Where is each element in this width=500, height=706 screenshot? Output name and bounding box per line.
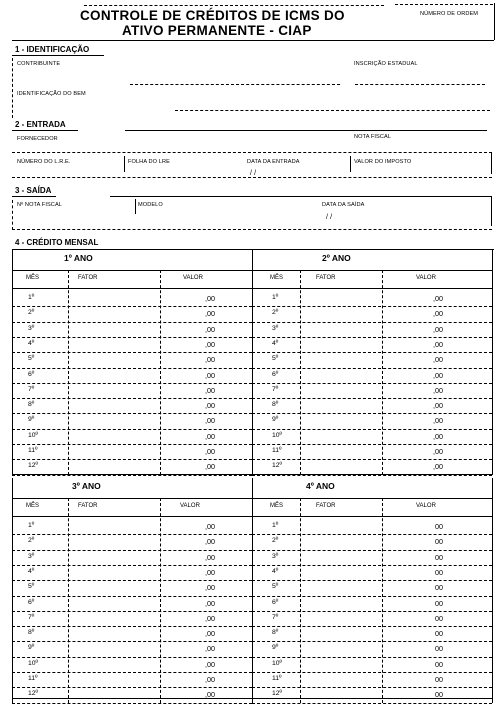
year2-row-line-6 xyxy=(252,383,492,384)
entrada-bottom-line xyxy=(12,177,492,178)
year2-month-5: 5º xyxy=(272,355,279,363)
year3-col-mes: MÊS xyxy=(26,503,40,509)
year4-month-11: 11º xyxy=(272,675,282,682)
year2-value-10[interactable]: ,00 xyxy=(433,431,443,441)
year4-row-line-5 xyxy=(252,596,492,597)
year4-value-9[interactable]: 00 xyxy=(435,644,443,654)
year3-row-line-6 xyxy=(12,611,252,612)
year2-row-line-9 xyxy=(252,429,492,430)
year1-col-valor: VALOR xyxy=(183,275,203,281)
data-entrada-label: DATA DA ENTRADA xyxy=(247,159,300,165)
year1-value-9[interactable]: ,00 xyxy=(205,416,215,426)
year1-value-6[interactable]: ,00 xyxy=(205,370,215,380)
year4-right-edge xyxy=(492,478,493,703)
section-2-underline-left xyxy=(12,130,78,131)
order-box-right xyxy=(494,3,495,40)
year4-month-1: 1º xyxy=(272,522,279,529)
saida-bottom-line xyxy=(12,229,492,230)
year4-value-8[interactable]: 00 xyxy=(435,629,443,639)
year3-row-line-2 xyxy=(12,550,252,551)
year4-left-edge xyxy=(252,478,253,703)
year2-month-9: 9º xyxy=(272,416,279,424)
year4-month-3: 3º xyxy=(272,552,279,560)
year2-month-7: 7º xyxy=(272,385,279,393)
year1-row-line-9 xyxy=(12,429,252,430)
year3-value-3[interactable]: ,00 xyxy=(205,552,215,562)
year1-value-12[interactable]: ,00 xyxy=(205,462,215,472)
year3-row-line-5 xyxy=(12,596,252,597)
year4-header-bottom xyxy=(252,516,492,517)
year2-value-1[interactable]: ,00 xyxy=(433,294,443,303)
year1-month-2: 2º xyxy=(28,309,35,317)
year3-value-12[interactable]: ,00 xyxy=(205,690,215,700)
year2-row-line-11 xyxy=(252,459,492,460)
year2-value-12[interactable]: ,00 xyxy=(433,462,443,472)
inscricao-estadual-label: INSCRIÇÃO ESTADUAL xyxy=(354,61,418,67)
year1-value-8[interactable]: ,00 xyxy=(205,401,215,411)
header-top-rule xyxy=(84,5,384,6)
year3-header-bottom xyxy=(12,516,252,517)
year4-row-line-7 xyxy=(252,626,492,627)
year4-header-top xyxy=(252,498,492,499)
year3-value-8[interactable]: ,00 xyxy=(205,629,215,639)
year3-row-line-1 xyxy=(12,534,252,535)
year2-value-11[interactable]: ,00 xyxy=(433,447,443,456)
year3-month-8: 8º xyxy=(28,629,35,637)
year4-value-10[interactable]: 00 xyxy=(435,659,443,669)
numero-lre-label: NÚMERO DO L.R.E. xyxy=(17,159,71,165)
year1-row-line-3 xyxy=(12,337,252,338)
order-top-rule xyxy=(395,4,493,5)
year2-month-10: 10º xyxy=(272,431,283,439)
year4-month-12: 12º xyxy=(272,690,283,698)
data-saida-value[interactable]: / / xyxy=(326,214,333,221)
year3-value-11[interactable]: ,00 xyxy=(205,675,215,684)
year1-title: 1º ANO xyxy=(64,253,93,263)
year3-month-5: 5º xyxy=(28,583,35,591)
section-1-underline xyxy=(12,55,104,56)
header-bottom-rule xyxy=(12,40,494,41)
saida-nota-fiscal-label: Nº NOTA FISCAL xyxy=(17,202,62,208)
year1-value-2[interactable]: ,00 xyxy=(205,309,215,319)
data-saida-label: DATA DA SAÍDA xyxy=(322,202,365,208)
year2-row-line-1 xyxy=(252,306,492,307)
year3-col-fator: FATOR xyxy=(78,503,98,509)
year4-value-6[interactable]: 00 xyxy=(435,598,443,608)
credito-middle-rule xyxy=(12,474,492,475)
year2-row-line-5 xyxy=(252,368,492,369)
form-title-line1: CONTROLE DE CRÉDITOS DE ICMS DO xyxy=(80,8,345,23)
year1-month-3: 3º xyxy=(28,324,35,332)
year3-value-2[interactable]: ,00 xyxy=(205,537,215,547)
year1-month-4: 4º xyxy=(28,339,35,347)
year2-month-2: 2º xyxy=(272,309,279,317)
year1-value-10[interactable]: ,00 xyxy=(205,431,215,441)
year2-col-fator: FATOR xyxy=(316,275,336,281)
year3-left-edge xyxy=(12,478,13,703)
year4-month-4: 4º xyxy=(272,567,279,575)
identificacao-bem-field-line[interactable] xyxy=(175,110,490,111)
year2-left-edge xyxy=(252,250,253,475)
year1-header-top xyxy=(12,270,252,271)
year1-month-5: 5º xyxy=(28,355,35,363)
year3-title: 3º ANO xyxy=(72,481,101,491)
contribuinte-label: CONTRIBUINTE xyxy=(17,61,61,67)
year1-month-1: 1º xyxy=(28,294,35,301)
year4-row-line-10 xyxy=(252,672,492,673)
year4-month-5: 5º xyxy=(272,583,279,591)
year4-row-line-3 xyxy=(252,565,492,566)
year1-left-edge xyxy=(12,250,13,475)
section-identificacao-title: 1 - IDENTIFICAÇÃO xyxy=(15,45,90,54)
folha-lre-label: FOLHA DO LRE xyxy=(128,159,170,165)
year2-row-line-4 xyxy=(252,352,492,353)
year3-row-line-7 xyxy=(12,626,252,627)
year4-title: 4º ANO xyxy=(306,481,335,491)
year1-month-8: 8º xyxy=(28,401,35,409)
year2-month-4: 4º xyxy=(272,339,279,347)
year4-month-7: 7º xyxy=(272,613,279,621)
year1-value-11[interactable]: ,00 xyxy=(205,447,215,456)
divider-lre-1 xyxy=(124,156,125,172)
year1-row-line-6 xyxy=(12,383,252,384)
year4-row-line-1 xyxy=(252,534,492,535)
year3-month-2: 2º xyxy=(28,537,35,545)
year4-col-valor: VALOR xyxy=(416,503,436,509)
year2-month-3: 3º xyxy=(272,324,279,332)
year1-month-10: 10º xyxy=(28,431,39,439)
identificacao-bem-label: IDENTIFICAÇÃO DO BEM xyxy=(17,91,86,97)
year2-header-top xyxy=(252,270,492,271)
year4-value-1[interactable]: 00 xyxy=(435,522,443,531)
year4-row-line-8 xyxy=(252,641,492,642)
year4-col-mes: MÊS xyxy=(270,503,284,509)
year1-row-line-11 xyxy=(12,459,252,460)
year2-value-4[interactable]: ,00 xyxy=(433,339,443,349)
year3-value-6[interactable]: ,00 xyxy=(205,598,215,608)
year4-value-11[interactable]: 00 xyxy=(435,675,443,684)
year1-value-1[interactable]: ,00 xyxy=(205,294,215,303)
year3-row-line-4 xyxy=(12,580,252,581)
year4-month-9: 9º xyxy=(272,644,279,652)
year2-value-9[interactable]: ,00 xyxy=(433,416,443,426)
year4-row-line-11 xyxy=(252,687,492,688)
year4-value-2[interactable]: 00 xyxy=(435,537,443,547)
year2-value-8[interactable]: ,00 xyxy=(433,401,443,411)
year3-month-11: 11º xyxy=(28,675,38,682)
divider-lre-3 xyxy=(350,156,351,172)
year3-month-6: 6º xyxy=(28,598,35,606)
year1-month-9: 9º xyxy=(28,416,35,424)
year2-col-valor: VALOR xyxy=(416,275,436,281)
data-entrada-value[interactable]: / / xyxy=(250,170,257,177)
order-number-label: NÚMERO DE ORDEM xyxy=(420,11,479,17)
year4-value-12[interactable]: 00 xyxy=(435,690,443,700)
year3-value-9[interactable]: ,00 xyxy=(205,644,215,654)
year4-row-line-12 xyxy=(252,703,492,704)
year3-month-12: 12º xyxy=(28,690,39,698)
year4-col-fator: FATOR xyxy=(316,503,336,509)
year3-row-line-11 xyxy=(12,687,252,688)
year4-value-7[interactable]: 00 xyxy=(435,613,443,623)
year2-value-2[interactable]: ,00 xyxy=(433,309,443,319)
year4-value-5[interactable]: 00 xyxy=(435,583,443,593)
year4-row-line-9 xyxy=(252,657,492,658)
year3-month-1: 1º xyxy=(28,522,35,529)
section-1-left-edge xyxy=(12,58,13,118)
year4-value-3[interactable]: 00 xyxy=(435,552,443,562)
year2-value-3[interactable]: ,00 xyxy=(433,324,443,334)
year1-value-7[interactable]: ,00 xyxy=(205,385,215,395)
year2-row-line-3 xyxy=(252,337,492,338)
credito-top-rule xyxy=(12,249,494,250)
year2-month-6: 6º xyxy=(272,370,279,378)
year3-header-top xyxy=(12,498,252,499)
year3-value-7[interactable]: ,00 xyxy=(205,613,215,623)
year1-value-4[interactable]: ,00 xyxy=(205,339,215,349)
year2-value-7[interactable]: ,00 xyxy=(433,385,443,395)
year1-month-11: 11º xyxy=(28,447,38,454)
year2-row-line-7 xyxy=(252,398,492,399)
year2-header-bottom xyxy=(252,288,492,289)
year2-row-line-2 xyxy=(252,322,492,323)
year4-row-line-6 xyxy=(252,611,492,612)
valor-imposto-label: VALOR DO IMPOSTO xyxy=(354,159,412,165)
section-3-underline-left xyxy=(12,196,56,197)
year4-month-2: 2º xyxy=(272,537,279,545)
modelo-label: MODELO xyxy=(138,202,163,208)
year1-header-bottom xyxy=(12,288,252,289)
year4-month-6: 6º xyxy=(272,598,279,606)
year1-row-line-4 xyxy=(12,352,252,353)
year4-month-8: 8º xyxy=(272,629,279,637)
section-credito-title: 4 - CRÉDITO MENSAL xyxy=(15,238,99,247)
year2-value-5[interactable]: ,00 xyxy=(433,355,443,365)
year3-month-7: 7º xyxy=(28,613,35,621)
year2-col-mes: MÊS xyxy=(270,275,284,281)
year1-row-line-8 xyxy=(12,413,252,414)
credito-bottom-rule xyxy=(12,698,492,699)
section-entrada-title: 2 - ENTRADA xyxy=(15,120,66,129)
year1-row-line-10 xyxy=(12,444,252,445)
section-3-underline-right xyxy=(110,196,491,197)
entrada-right-edge xyxy=(491,152,492,174)
saida-left-edge xyxy=(12,200,13,230)
year1-row-line-1 xyxy=(12,306,252,307)
year1-value-3[interactable]: ,00 xyxy=(205,324,215,334)
year1-col-mes: MÊS xyxy=(26,275,40,281)
year1-row-line-2 xyxy=(12,322,252,323)
year3-month-9: 9º xyxy=(28,644,35,652)
year3-row-line-9 xyxy=(12,657,252,658)
year3-value-1[interactable]: ,00 xyxy=(205,522,215,531)
year1-row-line-7 xyxy=(12,398,252,399)
year1-row-line-5 xyxy=(12,368,252,369)
saida-right-edge xyxy=(491,196,492,226)
year3-row-line-12 xyxy=(12,703,252,704)
year3-value-4[interactable]: ,00 xyxy=(205,567,215,577)
year2-month-8: 8º xyxy=(272,401,279,409)
year3-row-line-3 xyxy=(12,565,252,566)
section-2-underline-right xyxy=(125,130,487,131)
year2-value-6[interactable]: ,00 xyxy=(433,370,443,380)
year3-value-5[interactable]: ,00 xyxy=(205,583,215,593)
year2-month-11: 11º xyxy=(272,447,282,454)
year3-month-3: 3º xyxy=(28,552,35,560)
year3-col-valor: VALOR xyxy=(180,503,200,509)
year3-row-line-10 xyxy=(12,672,252,673)
section-saida-title: 3 - SAÍDA xyxy=(15,186,52,195)
fornecedor-label: FORNECEDOR xyxy=(17,136,58,142)
year1-month-7: 7º xyxy=(28,385,35,393)
year3-month-10: 10º xyxy=(28,659,39,667)
form-title-line2: ATIVO PERMANENTE - CIAP xyxy=(122,23,312,38)
year1-month-6: 6º xyxy=(28,370,35,378)
year2-row-line-8 xyxy=(252,413,492,414)
year2-right-edge xyxy=(492,250,493,475)
year3-month-4: 4º xyxy=(28,567,35,575)
divider-saida-1 xyxy=(135,199,136,214)
year1-col-fator: FATOR xyxy=(78,275,98,281)
year2-row-line-10 xyxy=(252,444,492,445)
year4-value-4[interactable]: 00 xyxy=(435,567,443,577)
inscricao-field-line[interactable] xyxy=(355,84,485,85)
contribuinte-field-line[interactable] xyxy=(130,84,340,85)
year1-value-5[interactable]: ,00 xyxy=(205,355,215,365)
fornecedor-field-line[interactable] xyxy=(12,152,492,153)
year1-month-12: 12º xyxy=(28,462,39,470)
year3-row-line-8 xyxy=(12,641,252,642)
year2-month-12: 12º xyxy=(272,462,283,470)
year3-value-10[interactable]: ,00 xyxy=(205,659,215,669)
year2-title: 2º ANO xyxy=(322,253,351,263)
year4-month-10: 10º xyxy=(272,659,283,667)
entrada-nota-fiscal-label: NOTA FISCAL xyxy=(354,134,392,140)
year2-month-1: 1º xyxy=(272,294,279,301)
year4-row-line-2 xyxy=(252,550,492,551)
year4-row-line-4 xyxy=(252,580,492,581)
